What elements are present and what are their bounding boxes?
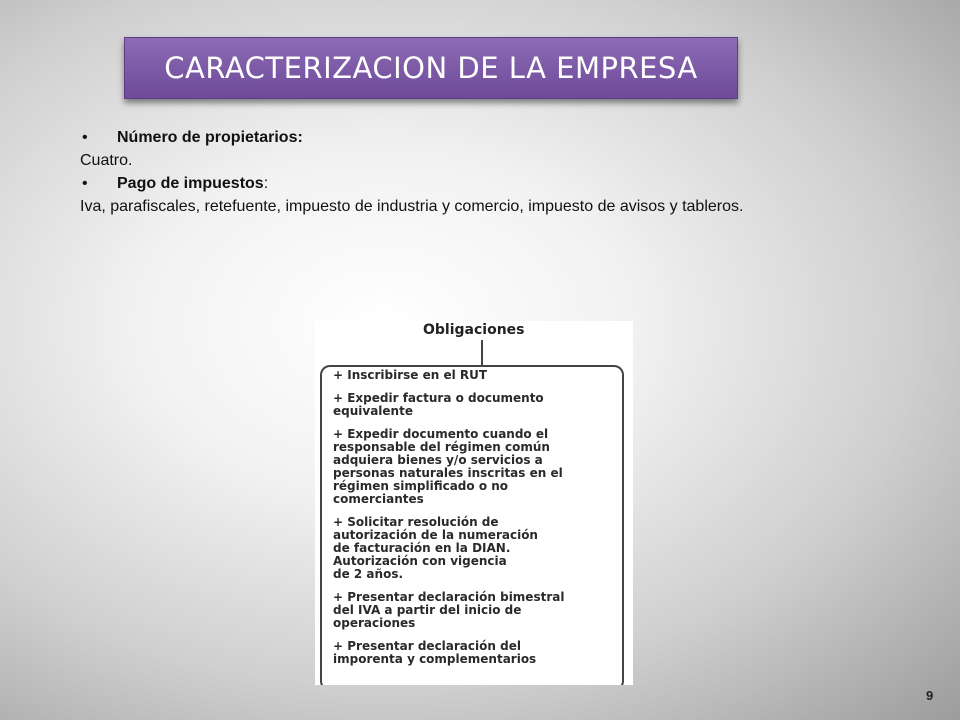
taxes-label: Pago de impuestos [117, 175, 264, 192]
obligation-item: + Presentar declaración del imporenta y complementarios [333, 639, 537, 666]
connector-line [481, 340, 483, 366]
slide-title: CARACTERIZACION DE LA EMPRESA [164, 51, 698, 85]
obligations-list [333, 369, 623, 676]
taxes-label-colon: : [263, 175, 269, 192]
taxes-value: Iva, parafiscales, retefuente, impuesto de industria y comercio, impuesto de avisos y tableros. [80, 198, 744, 215]
slide-title-banner [124, 37, 738, 99]
bullet-dot: • [82, 175, 88, 192]
owners-value: Cuatro. [80, 152, 133, 169]
page-number: 9 [926, 688, 934, 703]
slide-content [80, 128, 850, 220]
owners-label: Número de propietarios: [117, 129, 303, 146]
obligation-item: + Expedir documento cuando el responsable del régimen común adquiera bienes y/o servicios a personas naturales inscritas en el régimen simplificado o no comerciantes [333, 427, 563, 506]
obligation-item: + Solicitar resolución de autorización de la numeración de facturación en la DIAN. Autorización con vigencia de 2 años. [333, 515, 538, 581]
figure-title: Obligaciones [423, 322, 525, 338]
bullet-taxes [80, 174, 850, 193]
bullet-dot: • [82, 129, 88, 146]
obligations-figure [315, 321, 633, 685]
bullet-owners [80, 128, 850, 147]
obligation-item: + Presentar declaración bimestral del IVA a partir del inicio de operaciones [333, 590, 565, 630]
obligation-item: + Expedir factura o documento equivalente [333, 391, 544, 418]
obligation-item: + Inscribirse en el RUT [333, 368, 488, 382]
